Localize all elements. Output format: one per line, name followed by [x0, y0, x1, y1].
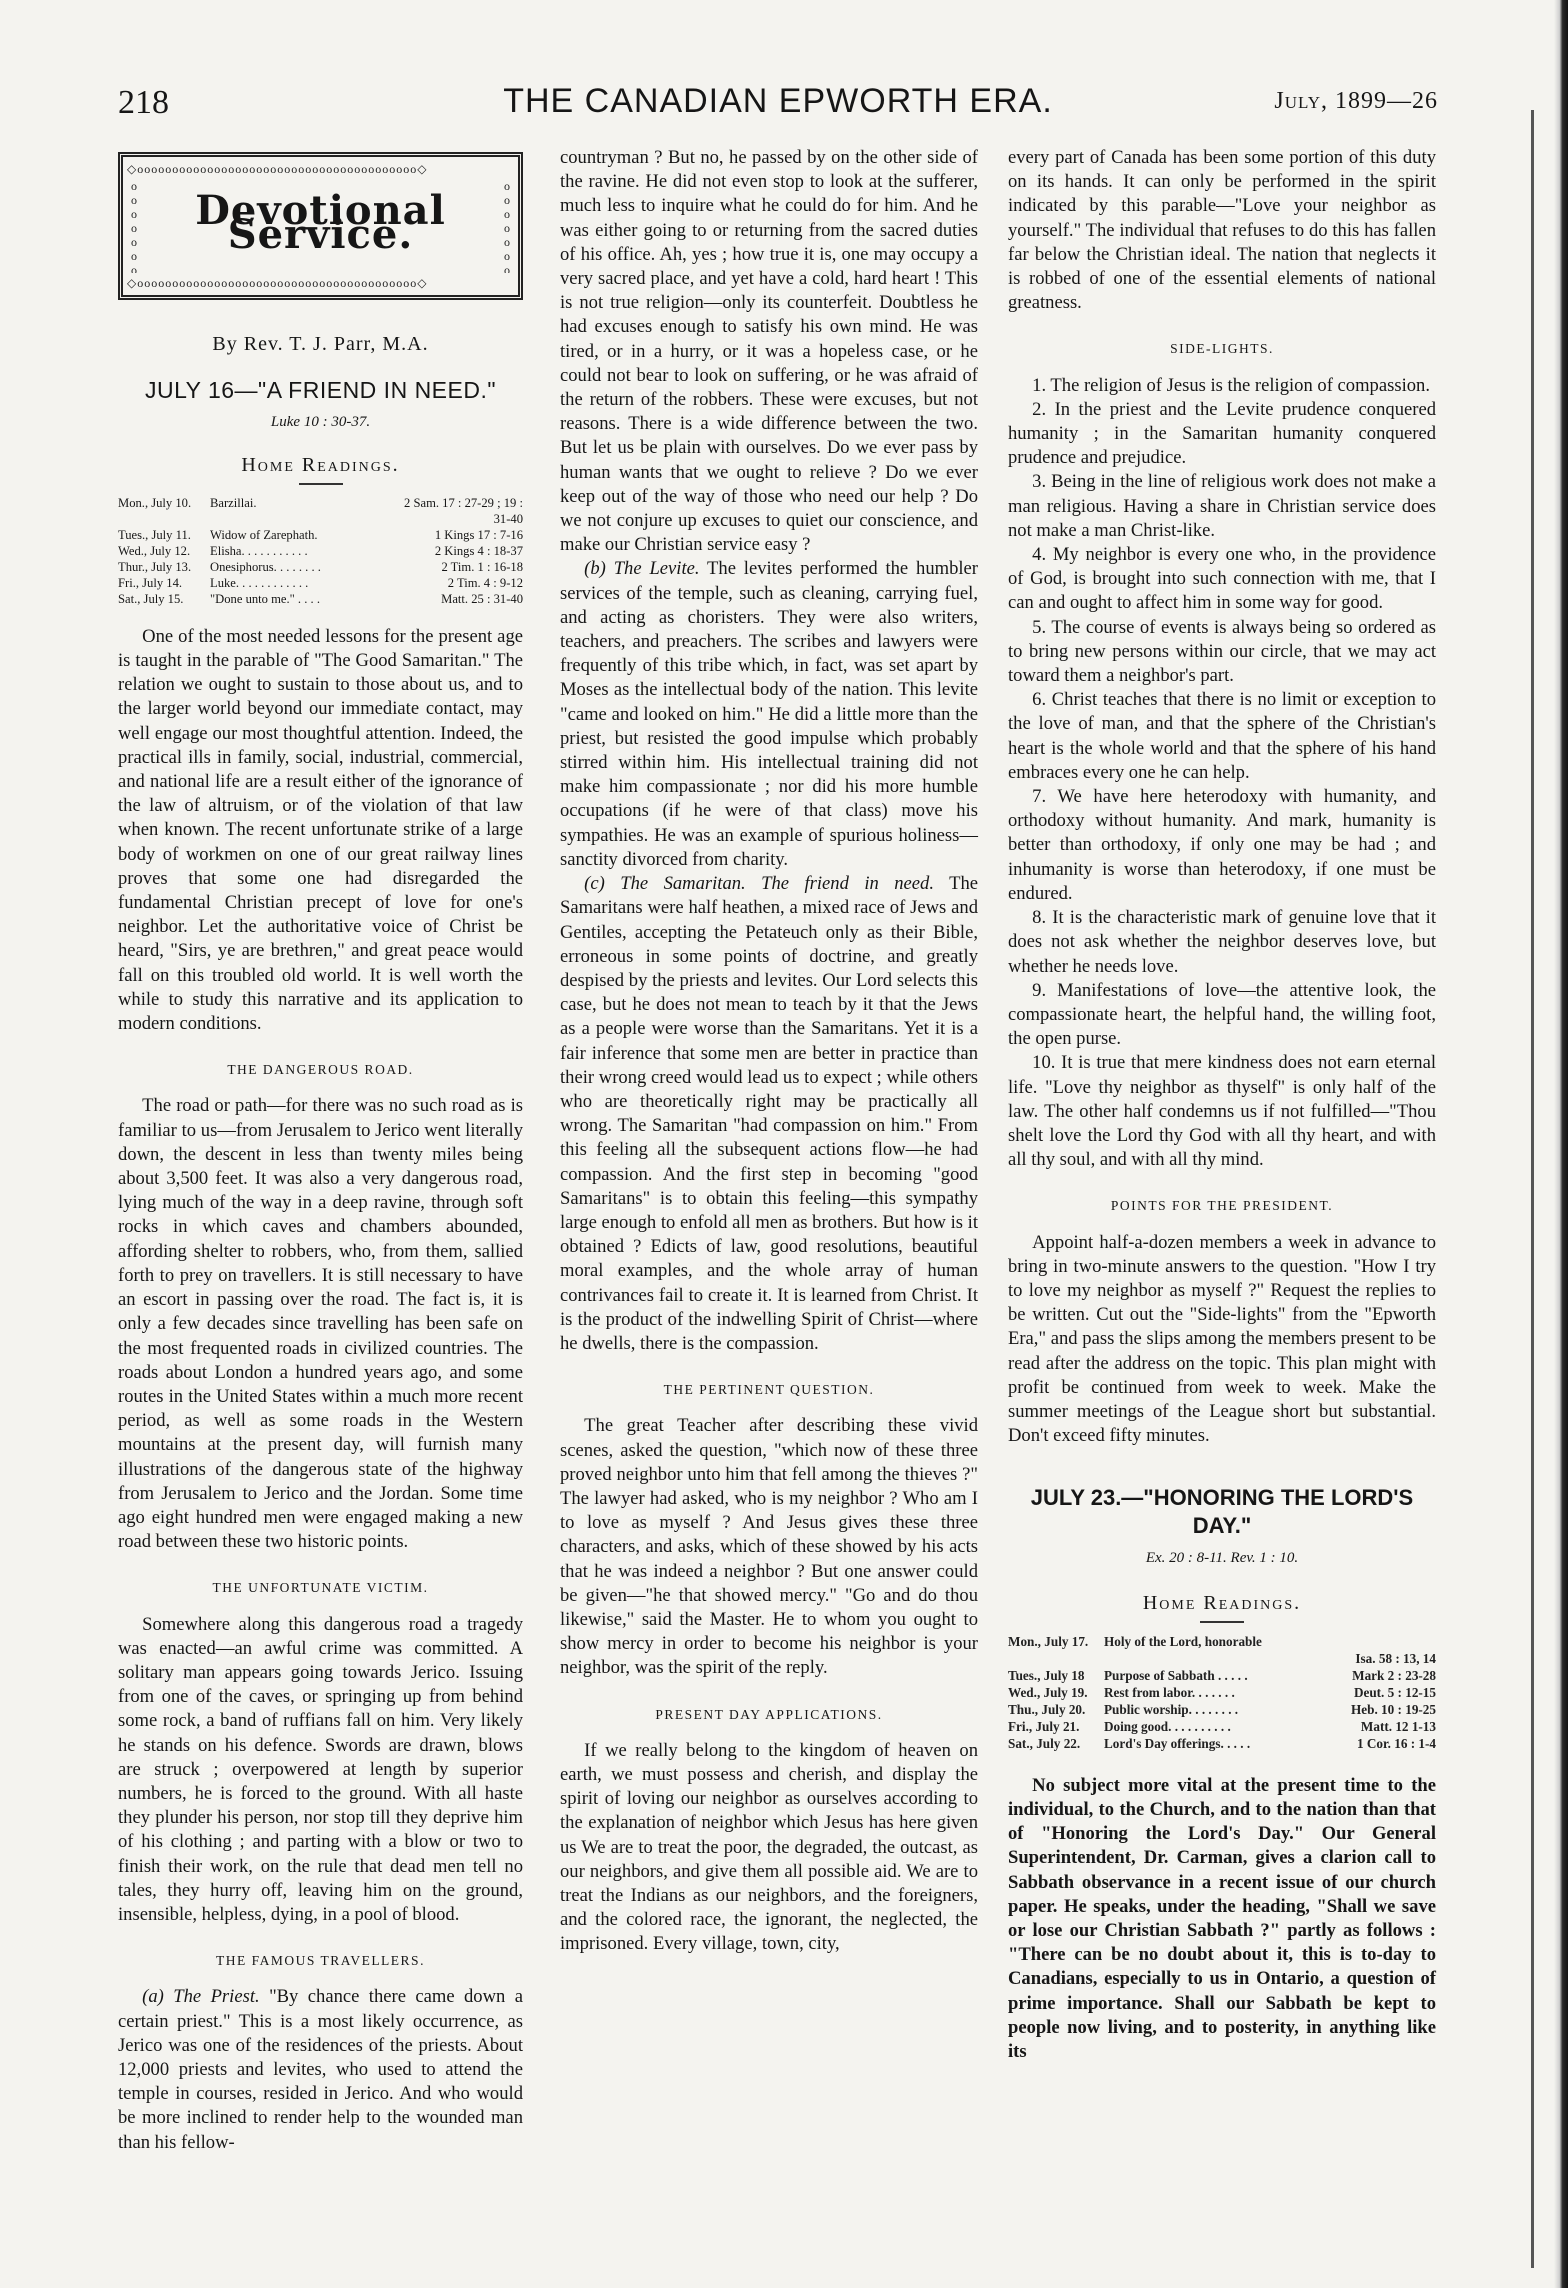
- priest-text: "By chance there came down a certain priest." This is a most likely occurrence, as Jerico was one of the residences of the priests. About 12,000 priests and levites, who used to attend the temple in courses, resided in Jerico. And who would be more inclined to render help to the wounded man than his fellow-: [118, 1986, 523, 2153]
- reading-row: Isa. 58 : 13, 14: [1355, 1650, 1436, 1666]
- heading-famous-travellers: THE FAMOUS TRAVELLERS.: [216, 1953, 425, 1969]
- heading-unfortunate-victim: THE UNFORTUNATE VICTIM.: [212, 1580, 429, 1596]
- reading-row: Fri., July 14. Luke. . . . . . . . . . . . 2 Tim. 4 : 9-12: [118, 575, 523, 590]
- column-2: [560, 146, 978, 1957]
- reading-row: Thu., July 20. Public worship. . . . . . . . Heb. 10 : 19-25: [1008, 1701, 1436, 1717]
- reading-row: Fri., July 21. Doing good. . . . . . . . . . Matt. 12 1-13: [1008, 1718, 1436, 1734]
- side-light-item: 10. It is true that mere kindness does not earn eternal life. "Love thy neighbor as thyself" is only half of the law. The other half condemns us if not fulfilled—"Thou shelt love the Lord thy God with all thy heart, and with all thy soul, and with all thy mind.: [1008, 1052, 1436, 1171]
- side-light-item: 5. The course of events is always being so ordered as to bring new persons within our circle, that we may act toward them a neighbor's part.: [1008, 616, 1436, 687]
- banner-ornament-left: o o o o o o o: [131, 179, 137, 273]
- banner-ornament-right: o o o o o o o: [504, 179, 510, 273]
- reading-row: Tues., July 18 Purpose of Sabbath . . . . . Mark 2 : 23-28: [1008, 1667, 1436, 1683]
- samaritan-label: (c) The Samaritan. The friend in need.: [584, 873, 934, 895]
- reading-row: Tues., July 11. Widow of Zarephath. 1 Kings 17 : 7-16: [118, 527, 523, 542]
- lesson-title: JULY 16—"A FRIEND IN NEED.": [144, 377, 497, 404]
- lesson2-intro: No subject more vital at the present time to the individual, to the Church, and to the nation than that of "Honoring the Lord's Day." Our General Superintendent, Dr. Carman, gives a clarion call to Sabbath observance in a recent issue of our church paper. He speaks, under the heading, "Shall we save or lose our Christian Sabbath ?" partly as follows : "There can be no doubt about it, this is to-day to Canadians, especially to us in Ontario, a question of prime importance. Shall our Sabbath be kept to people now living, and to posterity, in anything like its: [1008, 1774, 1436, 2062]
- paragraph-president: Appoint half-a-dozen members a week in advance to bring in two-minute answers to the question. "How I try to love my neighbor as myself ?" Request the replies to be written. Cut out the "Side-lights" from the "Epworth Era," and pass the slips among the members present to be read after the address on the topic. This plan might with profit be continued from week to week. Make the summer meetings of the League short but substantial. Don't exceed fifty minutes.: [1008, 1231, 1436, 1447]
- lesson-reference: Luke 10 : 30-37.: [270, 414, 371, 431]
- paragraph-samaritan: [560, 872, 978, 1356]
- lesson2-reference: Ex. 20 : 8-11. Rev. 1 : 10.: [1145, 1550, 1299, 1567]
- reading-row: Sat., July 15. "Done unto me." . . . . Matt. 25 : 31-40: [118, 591, 523, 606]
- paragraph-applications-cont: every part of Canada has been some portion of this duty on its hands. It can only be performed in the spirit indicated by this parable—"Love your neighbor as yourself." The individual that refuses to do this has fallen far below the Christian ideal. The nation that neglects it is robbed of one of the essential elements of national greatness.: [1008, 147, 1436, 314]
- side-light-item: 8. It is the characteristic mark of genuine love that it does not ask whether the neighbor deserves love, but whether he needs love.: [1008, 907, 1436, 977]
- samaritan-text: The Samaritans were half heathen, a mixed race of Jews and Gentiles, accepting the Petateuch only as their Bible, erroneous in some points of doctrine, and greatly despised by the priests and levites. Our Lord selects this case, but he does not mean to teach by it that the Jews as a people were worse than the Samaritans. Yet it is a fair inference that some men are better in practice than their wrong creed would lead us to expect ; while others who are theoretically right may be practically all wrong. The Samaritan "had compassion on him." From this feeling all the subsequent actions flow—he had compassion. And the first step in becoming "good Samaritans" is to obtain this feeling—this sympathy large enough to enfold all men as brothers. But how is it obtained ? Edicts of law, good resolutions, beautiful moral examples, and the whole array of human contrivances fail to create it. It is learned from Christ. It is the product of the indwelling Spirit of Christ—where he dwells, there is the compassion.: [560, 873, 979, 1354]
- levite-text: The levites performed the humbler services of the temple, such as cleaning, carrying fuel, and acting as choristers. They were also writers, teachers, and preachers. The scribes and lawyers were frequently of this tribe which, in fact, was set apart by Moses as the intellectual body of the nation. This levite "came and looked on him." He did a little more than the priest, but resisted the good impulse which probably stirred within him. His intellectual training did not make him compassionate ; nor did his more humble occupations (if he were of that class) move his sympathies. He was an example of spurious holiness—sanctity divorced from charity.: [560, 558, 979, 870]
- reading-row: Thur., July 13. Onesiphorus. . . . . . . . 2 Tim. 1 : 16-18: [118, 559, 523, 574]
- side-light-item: 6. Christ teaches that there is no limit or exception to the love of man, and that the sphere of the Christian's heart is the whole world and that the sphere of his hand embraces every one he can help.: [1008, 689, 1436, 783]
- side-light-item: 3. Being in the line of religious work does not make a man religious. Having a share in Christian service does not make a man Christ-like.: [1008, 471, 1436, 541]
- banner-ornament-top: ◇oooooooooooooooooooooooooooooooooooooooo◇: [127, 162, 428, 176]
- heading-points-president: POINTS FOR THE PRESIDENT.: [1110, 1198, 1334, 1214]
- heading-applications: PRESENT DAY APPLICATIONS.: [655, 1706, 883, 1722]
- divider: [299, 483, 343, 485]
- reading-row: Wed., July 19. Rest from labor. . . . . . . Deut. 5 : 12-15: [1008, 1684, 1436, 1700]
- lesson2-title: JULY 23.—"HONORING THE LORD'S DAY.": [1030, 1485, 1414, 1539]
- heading-pertinent-question: THE PERTINENT QUESTION.: [663, 1382, 875, 1398]
- byline: By Rev. T. J. Parr, M.A.: [212, 333, 429, 355]
- priest-label: (a) The Priest.: [142, 1986, 260, 2008]
- issue-date: July, 1899—26: [1274, 88, 1438, 114]
- binding-rule: [1531, 110, 1534, 2268]
- paragraph-question: The great Teacher after describing these vivid scenes, asked the question, "which now of these three proved neighbor unto him that fell among the thieves ?" The lawyer had asked, who is my neighbor ? Who am I to love as myself ? And Jesus gives these three characters, and asks, which of these showed by his acts that he was indeed a neighbor ? But one answer could be given—"he that showed mercy." "Go and do thou likewise," said the Master. He to whom you ought to show mercy in order to become his neighbor is your neighbor, was the spirit of the reply.: [560, 1415, 978, 1679]
- divider: [1200, 1621, 1244, 1623]
- column-1: [118, 146, 523, 2155]
- paragraph-dangerous-road: The road or path—for there was no such road as is familiar to us—from Jerusalem to Jerico went literally down, the descent in less than twenty miles being about 3,500 feet. It was also a very dangerous road, lying much of the way in a deep ravine, through soft rocks in which caves and chambers abounded, affording shelter to robbers, who, from them, sallied forth to prey on travellers. It is still necessary to have an escort in passing over the road. The fact is, it is only a few decades since travelling has been safe on the most frequented roads in civilized countries. The roads about London a hundred years ago, and some routes in the United States within a much more recent period, as well as some roads in the Western mountains at the present day, will furnish many illustrations of the dangerous state of the highway from Jerusalem to Jerico and the Jordan. Some time ago eight hundred men were engaged making a new road between these two historic points.: [118, 1095, 523, 1553]
- reading-row: Mon., July 17. Holy of the Lord, honorable: [1008, 1633, 1262, 1649]
- intro-paragraph: One of the most needed lessons for the present age is taught in the parable of "The Good Samaritan." The relation we ought to sustain to those about us, and to the larger world beyond our immediate contact, may well engage our most thoughtful attention. Indeed, the practical ills in family, social, industrial, commercial, and national life are a result either of the ignorance of the law of altruism, or of the violation of that law when known. The recent unfortunate strike of a large body of workmen on one of our great railway lines proves that some one had disregarded the fundamental Christian precept of love for one's neighbor. Let the authoritative voice of Christ be heard, "Sirs, ye are brethren," and great peace would fall on this troubled old world. It is well worth the while to study this narrative and its application to modern conditions.: [118, 625, 523, 1035]
- reading-row: Mon., July 10. Barzillai. 2 Sam. 17 : 27-29 ; 19 : 31-40: [118, 495, 523, 526]
- heading-side-lights: SIDE-LIGHTS.: [1170, 341, 1274, 357]
- section-title: Devotional Service.: [195, 187, 446, 259]
- lesson2-body: [1008, 1774, 1436, 2064]
- side-light-item: 9. Manifestations of love—the attentive look, the compassionate heart, the helpful hand, the willing foot, the open purse.: [1008, 979, 1436, 1050]
- paragraph-applications: If we really belong to the kingdom of heaven on earth, we must possess and cherish, and display the spirit of loving our neighbor as ourselves according to the explanation of neighbor which Jesus has here given us We are to treat the poor, the degraded, the outcast, as our neighbors, and give them all possible aid. We are to treat the Indians as our neighbors, and the foreigners, and the colored race, the ignorant, the neglected, the imprisoned. Every village, town, city,: [560, 1739, 978, 1955]
- banner-ornament-bottom: ◇oooooooooooooooooooooooooooooooooooooooo◇: [127, 276, 428, 290]
- section-banner: [118, 152, 523, 300]
- reading-row: Wed., July 12. Elisha. . . . . . . . . . . 2 Kings 4 : 18-37: [118, 543, 523, 558]
- home-readings-table: [118, 495, 523, 607]
- lesson2-readings-heading: Home Readings.: [1142, 1591, 1302, 1614]
- paragraph-priest: [118, 1985, 523, 2154]
- paragraph-priest-cont: countryman ? But no, he passed by on the other side of the ravine. He did not even stop to look at the sufferer, much less to inquire what he could do for him. And he was either going to or returning from the sacred duties of his office. Ah, yes ; how true it is, one may occupy a very sacred place, and yet have a cold, hard heart ! This is not true religion—only its counterfeit. Doubtless he had excuses enough to satisfy his own mind. He was tired, or in a hurry, or it was a hopeless case, or he could not bear to look on suffering, or he was afraid of the return of the robbers. These were excuses, but not reasons. There is a wide difference between the two. But let us be plain with ourselves. Do we ever pass by human wants that we ought to relieve ? Do we ever keep out of the way of those who need our help ? Do we not conjure up excuses to quiet our conscience, and make our Christian service easy ?: [560, 147, 978, 556]
- page-binding-edge: [1554, 0, 1568, 2288]
- side-light-item: 4. My neighbor is every one who, in the providence of God, is brought into such connection with me, that I can and ought to affect him in some way for good.: [1008, 544, 1436, 614]
- journal-title: THE CANADIAN EPWORTH ERA.: [503, 82, 1053, 120]
- lesson2-readings-table: [1008, 1633, 1436, 1752]
- paragraph-levite: [560, 557, 978, 872]
- home-readings-heading: Home Readings.: [241, 453, 400, 476]
- levite-label: (b) The Levite.: [584, 558, 700, 580]
- heading-dangerous-road: THE DANGEROUS ROAD.: [227, 1062, 414, 1078]
- paragraph-victim: Somewhere along this dangerous road a tragedy was enacted—an awful crime was committed. A solitary man appears going towards Jerico. Issuing from one of the caves, or springing up from behind some rock, a band of ruffians fall on him. Very likely he stands on his defence. Swords are drawn, blows are struck ; overpowered at length by superior numbers, he is forced to the ground. With all haste they plunder his person, nor stop till they deprive him of his clothing ; and parting with a blow or two to finish their work, on the rule that dead men tell no tales, they hurry off, leaving him on the ground, insensible, helpless, dying, in a pool of blood.: [118, 1613, 523, 1925]
- reading-row: Sat., July 22. Lord's Day offerings. . . . . 1 Cor. 16 : 1-4: [1008, 1735, 1436, 1751]
- side-light-item: 7. We have here heterodoxy with humanity, and orthodoxy without humanity. And mark, humanity is better than orthodoxy, if only one may be had ; and inhumanity is worse than heterodoxy, if one must be endured.: [1008, 786, 1436, 904]
- page-number: 218: [118, 84, 169, 121]
- column-3: [1008, 146, 1436, 2064]
- page-header: [118, 78, 1438, 128]
- side-light-item: 2. In the priest and the Levite prudence conquered humanity ; in the Samaritan humanity conquered prudence and prejudice.: [1008, 398, 1436, 469]
- side-light-item: 1. The religion of Jesus is the religion of compassion.: [1032, 374, 1430, 396]
